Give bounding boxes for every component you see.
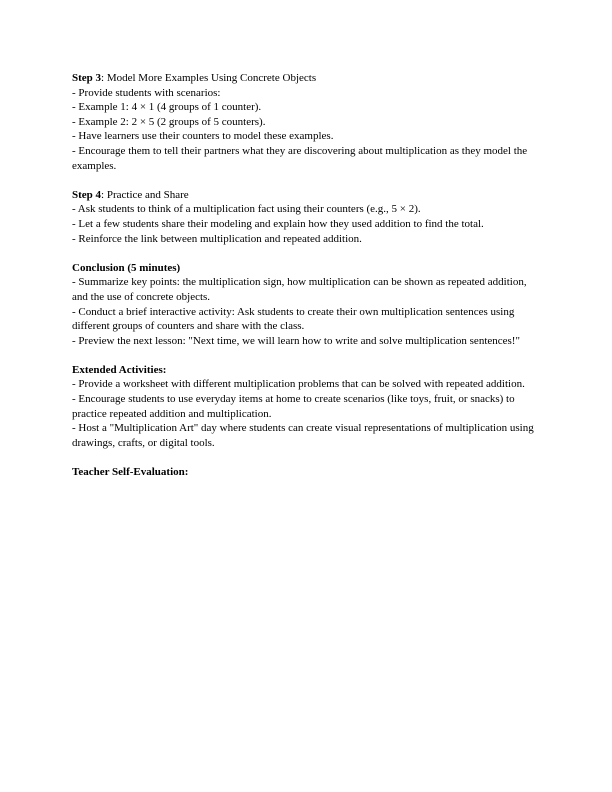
step3-line: - Have learners use their counters to model these examples.: [72, 130, 334, 143]
extended-line: - Host a "Multiplication Art" day where students can create visual representations of multiplication using drawings, crafts, or digital tools.: [72, 422, 534, 449]
document-body: [72, 71, 542, 494]
step4-title: : Practice and Share: [101, 188, 189, 201]
extended-section: [72, 363, 542, 451]
self-eval-heading: Teacher Self-Evaluation:: [72, 466, 189, 479]
extended-line: - Encourage students to use everyday items at home to create scenarios (like toys, fruit, or snacks) to practice repeated addition and multiplication.: [72, 393, 515, 420]
step3-line: - Encourage them to tell their partners what they are discovering about multiplication as they model the examples.: [72, 144, 528, 172]
conclusion-heading: Conclusion (5 minutes): [72, 261, 181, 274]
step3-title: : Model More Examples Using Concrete Objects: [101, 72, 317, 84]
extended-line: - Provide a worksheet with different multiplication problems that can be solved with repeated addition.: [72, 378, 525, 391]
step3-line: - Example 2: 2 × 5 (2 groups of 5 counters).: [72, 115, 266, 128]
step3-line: - Provide students with scenarios:: [72, 86, 221, 99]
step4-line: - Let a few students share their modeling and explain how they used addition to find the total.: [72, 217, 484, 230]
step4-line: - Reinforce the link between multiplication and repeated addition.: [72, 232, 362, 245]
conclusion-section: [72, 261, 542, 349]
step4-label: Step 4: [72, 188, 102, 201]
step3-label: Step 3: [72, 72, 102, 84]
extended-heading: Extended Activities:: [72, 363, 167, 376]
step3-line: - Example 1: 4 × 1 (4 groups of 1 counter).: [72, 101, 262, 114]
step4-line: - Ask students to think of a multiplication fact using their counters (e.g., 5 × 2).: [72, 203, 421, 216]
step3-heading: [72, 71, 542, 86]
step4-heading: [72, 188, 542, 203]
conclusion-line: - Conduct a brief interactive activity: Ask students to create their own multiplication sentences using different groups of counters and share with the class.: [72, 305, 515, 333]
step4-section: [72, 188, 542, 246]
step3-section: [72, 71, 542, 173]
conclusion-line: - Summarize key points: the multiplication sign, how multiplication can be shown as repeated addition, and the use of concrete objects.: [72, 276, 527, 303]
conclusion-line: - Preview the next lesson: "Next time, we will learn how to write and solve multiplication sentences!": [72, 334, 520, 347]
self-eval-section: [72, 465, 542, 480]
